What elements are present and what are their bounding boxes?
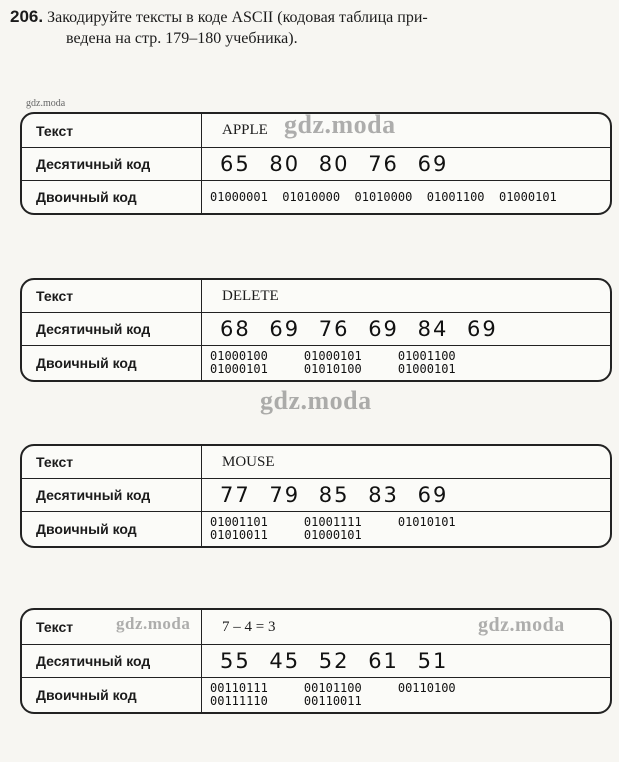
value-text: MOUSE [222, 453, 275, 470]
value-decimal: 68 69 76 69 84 69 [220, 317, 498, 341]
label-text: Текст [22, 610, 202, 644]
row-binary [22, 677, 610, 712]
binary-line: 01000101 01010100 01000101 [210, 362, 456, 376]
label-decimal: Десятичный код [22, 645, 202, 677]
row-decimal [22, 147, 610, 180]
row-decimal [22, 644, 610, 677]
label-binary: Двоичный код [22, 346, 202, 380]
label-decimal: Десятичный код [22, 479, 202, 511]
task-number: 206. [10, 7, 44, 26]
value-decimal: 65 80 80 76 69 [220, 152, 449, 176]
value-binary [202, 181, 610, 213]
value-decimal: 77 79 85 83 69 [220, 483, 449, 507]
label-decimal: Десятичный код [22, 148, 202, 180]
value-binary [202, 678, 610, 712]
site-mark: gdz.moda [26, 98, 66, 109]
binary-line: 00111110 00110011 [210, 694, 362, 708]
label-text: Текст [22, 114, 202, 147]
table-delete [20, 278, 612, 382]
value-text: 7 – 4 = 3 [222, 618, 276, 635]
row-binary [22, 345, 610, 380]
row-text [22, 280, 610, 312]
watermark: gdz.moda [260, 386, 372, 415]
row-text [22, 446, 610, 478]
task-statement [10, 6, 610, 49]
row-decimal [22, 312, 610, 345]
row-binary [22, 180, 610, 213]
label-binary: Двоичный код [22, 512, 202, 546]
label-decimal: Десятичный код [22, 313, 202, 345]
binary-line: 01001101 01001111 01010101 [210, 515, 456, 529]
binary-line: 00110111 00101100 00110100 [210, 681, 456, 695]
value-binary [202, 346, 610, 380]
binary-line: 01010011 01000101 [210, 528, 362, 542]
watermark: gdz.moda [116, 614, 191, 633]
task-text-line2: ведена на стр. 179–180 учебника). [66, 30, 298, 47]
binary-line: 01000100 01000101 01001100 [210, 349, 456, 363]
watermark: gdz.moda [284, 110, 396, 139]
label-text: Текст [22, 280, 202, 312]
row-binary [22, 511, 610, 546]
row-decimal [22, 478, 610, 511]
watermark: gdz.moda [478, 614, 565, 636]
label-binary: Двоичный код [22, 181, 202, 213]
label-text: Текст [22, 446, 202, 478]
value-text: APPLE [222, 122, 268, 138]
task-text-line1: Закодируйте тексты в коде ASCII (кодовая таблица при- [47, 9, 428, 26]
label-binary: Двоичный код [22, 678, 202, 712]
value-binary [202, 512, 610, 546]
table-mouse [20, 444, 612, 548]
binary-line: 01000001 01010000 01010000 01001100 01000101 [210, 189, 557, 204]
value-text: DELETE [222, 287, 279, 304]
value-decimal: 55 45 52 61 51 [220, 649, 449, 673]
